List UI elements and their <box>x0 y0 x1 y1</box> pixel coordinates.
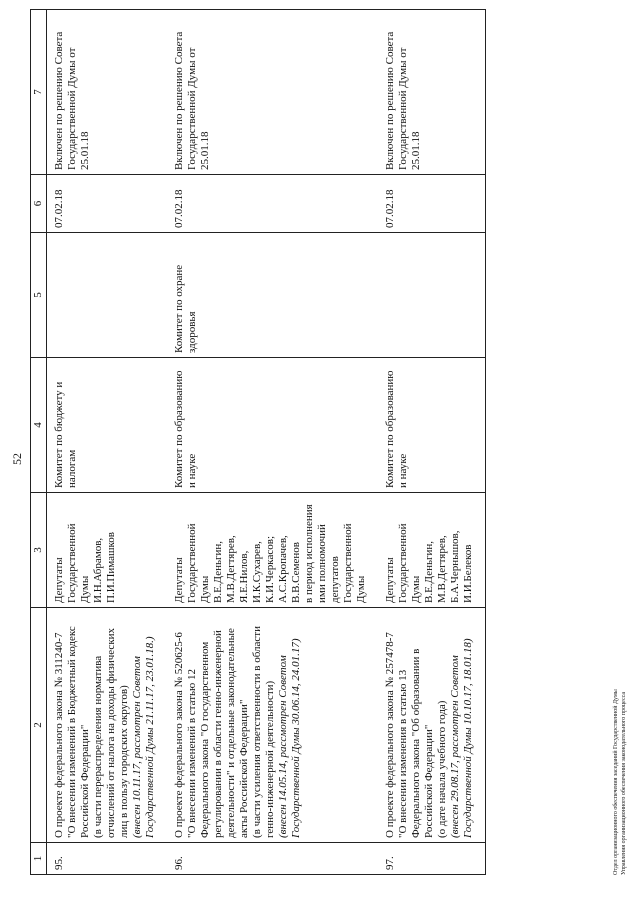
column-header: 4 <box>31 358 47 493</box>
bill-description <box>47 608 168 843</box>
bill-note: (внесен 10.11.17, рассмотрен Советом Государственной Думы 21.11.17, 23.01.18.) <box>131 636 156 838</box>
author-line: Депутаты Государственной Думы <box>384 523 422 603</box>
footer-line: Отдел организационного обеспечения заседаний Государственной Думы <box>613 689 619 875</box>
column-header: 1 <box>31 843 47 875</box>
table-row <box>47 10 168 875</box>
bill-note: (внесен 14.05.14, рассмотрен Советом Государственной Думы 30.06.14, 24.01.17) <box>277 638 302 838</box>
table-row <box>167 10 378 875</box>
author-line: Б.А.Чернышов, <box>449 530 461 603</box>
author-line: И.Н.Абрамов, <box>92 537 104 603</box>
bill-subject: "О внесении изменений в статью 12 Федерального закона "О государственном регулировании в области генно-инженерной деятельности" и отдельные законодательные акты Российской Федерации" <box>186 628 250 838</box>
bill-authors <box>47 493 168 608</box>
co-committee <box>47 233 168 358</box>
review-date: 07.02.18 <box>378 175 486 233</box>
author-line: А.С.Кропачев, <box>277 535 289 603</box>
footer-line: Управления организационного обеспечения законодательного процесса <box>621 691 627 875</box>
responsible-committee: Комитет по образованию и науке <box>167 358 378 493</box>
row-number: 96. <box>167 843 378 875</box>
footer <box>612 689 628 875</box>
bill-authors <box>167 493 378 608</box>
row-number: 97. <box>378 843 486 875</box>
author-line: М.В.Дегтярев, <box>225 535 237 603</box>
bills-table <box>30 9 486 875</box>
column-header: 6 <box>31 175 47 233</box>
column-header: 5 <box>31 233 47 358</box>
author-line: К.И.Черкасов; <box>264 535 276 603</box>
responsible-committee: Комитет по бюджету и налогам <box>47 358 168 493</box>
decision-note: Включен по решению Совета Государственной Думы от 25.01.18 <box>378 10 486 175</box>
bill-subject: "О внесении изменений в Бюджетный кодекс Российской Федерации" <box>66 626 91 838</box>
bill-description <box>378 608 486 843</box>
author-line: П.И.Пимашков <box>105 532 117 603</box>
author-line: И.И.Белеков <box>462 544 474 603</box>
column-header: 3 <box>31 493 47 608</box>
author-line: В.Е.Деньгин, <box>212 540 224 603</box>
author-line: М.В.Дегтярев, <box>436 535 448 603</box>
author-line: В.Е.Деньгин, <box>423 540 435 603</box>
page-number: 52 <box>10 453 24 465</box>
table-row <box>378 10 486 875</box>
bill-note: (внесен 29.08.17, рассмотрен Советом Государственной Думы 10.10.17, 18.01.18) <box>449 638 474 838</box>
co-committee <box>378 233 486 358</box>
responsible-committee: Комитет по образованию и науке <box>378 358 486 493</box>
decision-note: Включен по решению Совета Государственной Думы от 25.01.18 <box>47 10 168 175</box>
bill-authors <box>378 493 486 608</box>
author-line: Депутаты Государственной Думы <box>173 523 211 603</box>
bill-scope: (о дате начала учебного года) <box>436 700 448 838</box>
author-line: И.К.Сухарев, <box>251 541 263 603</box>
author-line: Депутаты Государственной Думы <box>53 523 91 603</box>
bill-scope: (в части перераспределения норматива отчислений от налога на доходы физических лиц в пользу городских округов) <box>92 627 130 838</box>
row-number: 95. <box>47 843 168 875</box>
bill-title: О проекте федерального закона № 257478-7 <box>384 632 396 838</box>
author-line: Я.Е.Нилов, <box>238 550 250 603</box>
author-line: В.В.Семенов <box>290 542 302 603</box>
co-committee: Комитет по охране здоровья <box>167 233 378 358</box>
decision-note: Включен по решению Совета Государственной Думы от 25.01.18 <box>167 10 378 175</box>
column-number-row <box>31 10 47 875</box>
review-date: 07.02.18 <box>167 175 378 233</box>
author-line: в период исполнения ими полномочий депутатов Государственной Думы <box>303 504 367 603</box>
column-header: 2 <box>31 608 47 843</box>
bill-title: О проекте федерального закона № 311240-7 <box>53 632 65 838</box>
column-header: 7 <box>31 10 47 175</box>
bill-subject: "О внесении изменения в статью 13 Федерального закона "Об образовании в Российской Федерации" <box>397 648 435 838</box>
bill-title: О проекте федерального закона № 520625-6 <box>173 632 185 838</box>
bill-scope: (в части усиления ответственности в области генно-инженерной деятельности) <box>251 626 276 838</box>
bill-description <box>167 608 378 843</box>
review-date: 07.02.18 <box>47 175 168 233</box>
